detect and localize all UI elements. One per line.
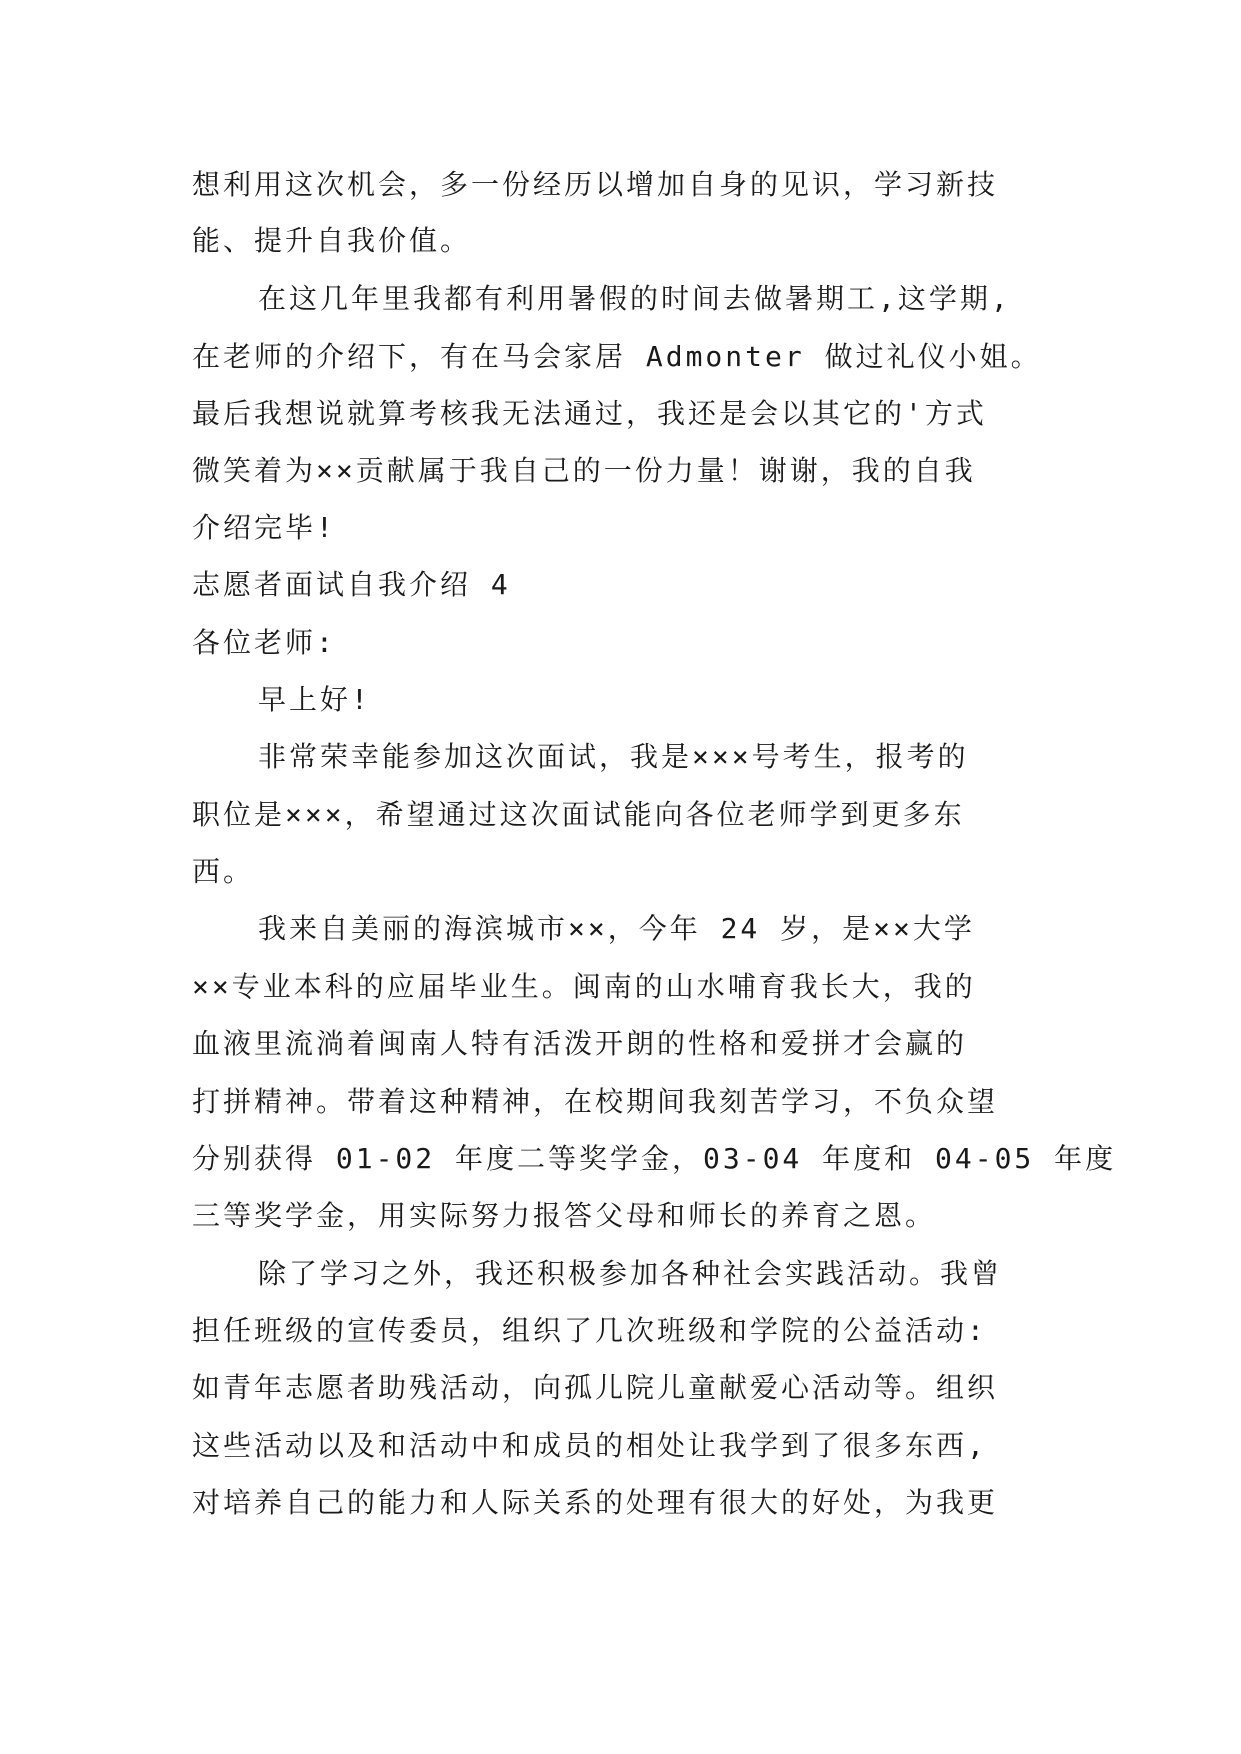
text-line: 介绍完毕! [192, 511, 336, 544]
text-line: ××专业本科的应届毕业生。闽南的山水哺育我长大，我的 [192, 970, 976, 1003]
text-line: 打拼精神。带着这种精神，在校期间我刻苦学习，不负众望 [192, 1085, 999, 1118]
paragraph-first-line: 非常荣幸能参加这次面试，我是×××号考生，报考的 [258, 740, 969, 773]
paragraph-first-line: 我来自美丽的海滨城市××，今年 24 岁，是××大学 [258, 912, 975, 945]
paragraph-first-line: 除了学习之外，我还积极参加各种社会实践活动。我曾 [258, 1257, 1003, 1290]
text-line: 职位是×××，希望通过这次面试能向各位老师学到更多东 [192, 798, 965, 831]
text-line: 能、提升自我价值。 [192, 224, 472, 257]
text-line: 西。 [192, 855, 255, 888]
text-line: 三等奖学金，用实际努力报答父母和师长的养育之恩。 [192, 1199, 937, 1232]
text-line: 这些活动以及和活动中和成员的相处让我学到了很多东西, [192, 1429, 987, 1462]
text-line: 如青年志愿者助残活动，向孤儿院儿童献爱心活动等。组织 [192, 1371, 999, 1404]
text-line: 微笑着为××贡献属于我自己的一份力量！谢谢，我的自我 [192, 454, 976, 487]
text-line: 对培养自己的能力和人际关系的处理有很大的好处，为我更 [192, 1486, 999, 1519]
text-line: 最后我想说就算考核我无法通过，我还是会以其它的'方式 [192, 397, 987, 430]
paragraph-first-line: 在这几年里我都有利用暑假的时间去做暑期工,这学期, [258, 282, 1011, 315]
text-line: 想利用这次机会，多一份经历以增加自身的见识，学习新技 [192, 168, 999, 201]
text-line: 血液里流淌着闽南人特有活泼开朗的性格和爱拼才会赢的 [192, 1027, 968, 1060]
section-heading: 志愿者面试自我介绍 4 [192, 568, 511, 601]
text-line: 在老师的介绍下，有在马会家居 Admonter 做过礼仪小姐。 [192, 340, 1042, 373]
greeting: 早上好! [258, 683, 371, 716]
salutation: 各位老师: [192, 626, 336, 659]
text-line: 担任班级的宣传委员，组织了几次班级和学院的公益活动: [192, 1314, 987, 1347]
text-line: 分别获得 01-02 年度二等奖学金，03-04 年度和 04-05 年度 [192, 1142, 1117, 1175]
